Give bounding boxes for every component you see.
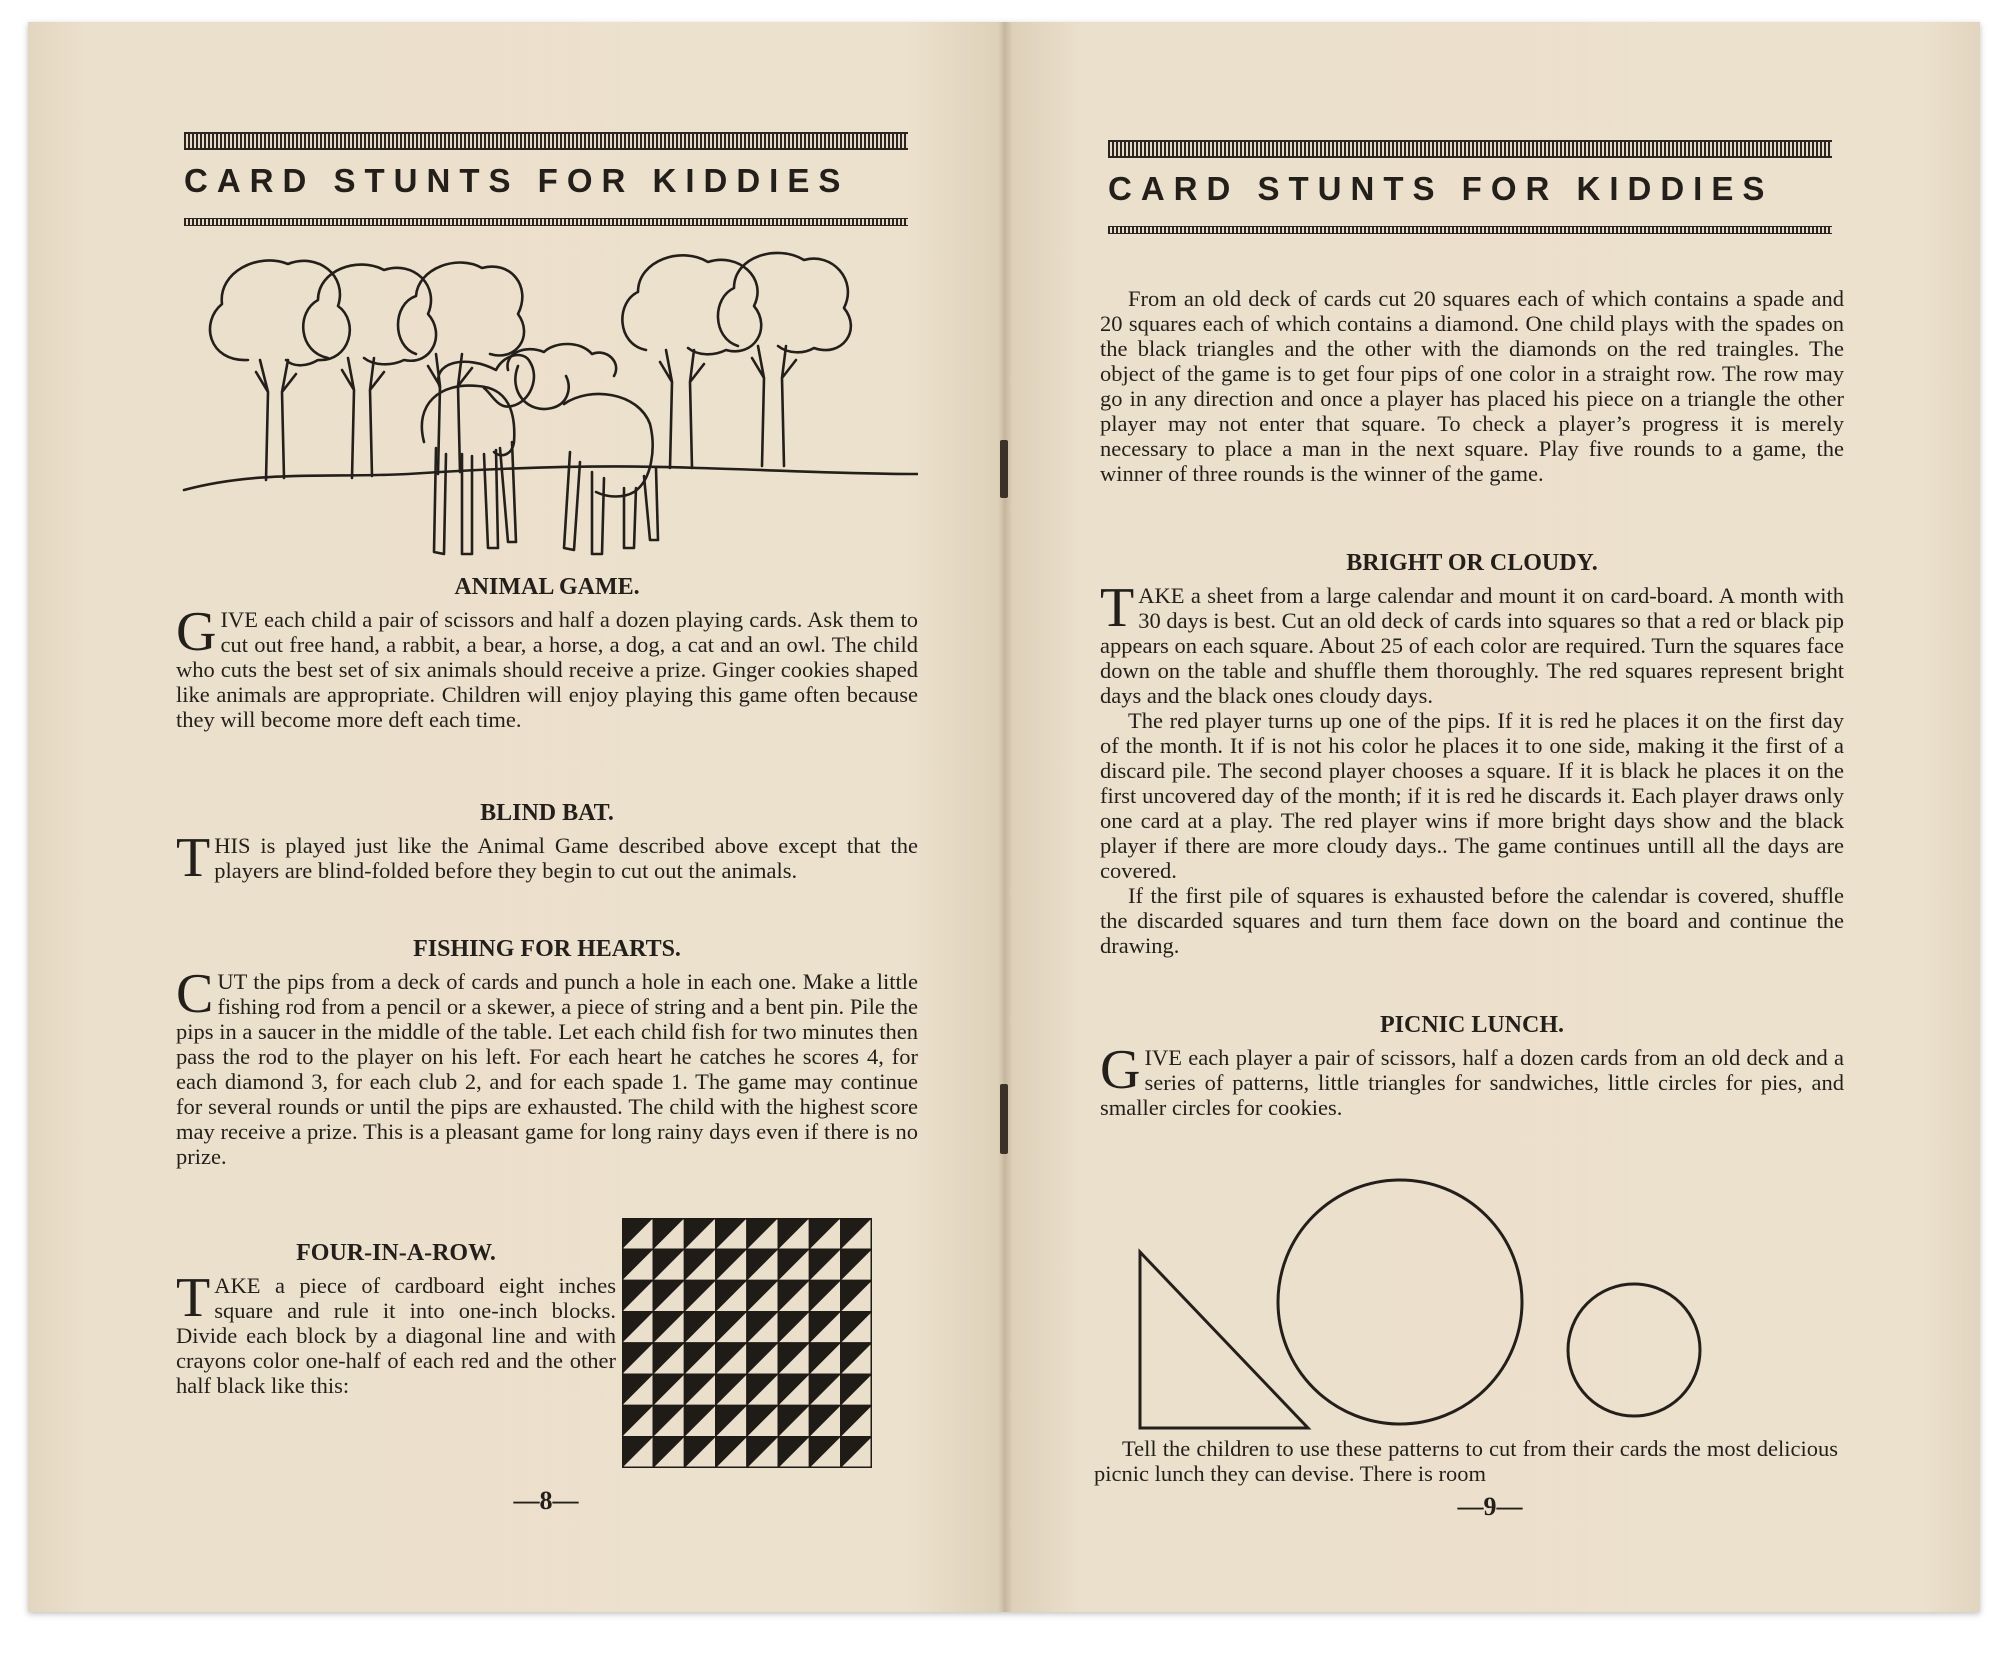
cookie-circle-pattern bbox=[1568, 1284, 1700, 1416]
section-heading: BLIND BAT. bbox=[480, 800, 614, 826]
left-running-header bbox=[184, 132, 908, 226]
paragraph-text: AKE a sheet from a large calendar and mount it on card-board. A month with 30 days is best. Cut an old deck of cards into squares so that a red or black pip appears on each square. About 25 of each color are required. Turn the squares face down on the table and shuffle them thoroughly. The red squares represent bright days and the black ones cloudy days. bbox=[1100, 583, 1844, 708]
paragraph-text: IVE each player a pair of scissors, half a dozen cards from an old deck and a series of patterns, little triangles for sandwiches, little circles for pies, and smaller circles for cookies. bbox=[1100, 1045, 1844, 1120]
staple-top bbox=[1000, 440, 1008, 498]
fishing-for-hearts-section bbox=[176, 936, 918, 1169]
section-paragraph bbox=[1100, 1039, 1844, 1120]
section-heading: BRIGHT OR CLOUDY. bbox=[1346, 550, 1598, 576]
header-rule-top bbox=[184, 132, 908, 150]
header-rule-top bbox=[1108, 140, 1832, 158]
left-page bbox=[28, 22, 1004, 1612]
bright-or-cloudy-section bbox=[1100, 550, 1844, 958]
binding-gutter bbox=[998, 22, 1012, 1612]
paragraph-text: HIS is played just like the Animal Game described above except that the players are blind-folded before they begin to cut out the animals. bbox=[214, 833, 918, 883]
header-rule-bottom bbox=[1108, 226, 1832, 234]
section-paragraph bbox=[176, 963, 918, 1169]
drop-cap: T bbox=[176, 827, 211, 889]
section-heading: ANIMAL GAME. bbox=[454, 574, 640, 600]
paragraph-text: The red player turns up one of the pips. If it is red he places it on the first day of the month. It if is not his color he places it to one side, making it the first of a discard pile. The second player chooses a square. If it is black he places it on the first uncovered day of the month; if it is red he discards it. Each player draws only one card at a play. The red player wins if more bright days show and the black player if there are more cloudy days.. The game continues untill all the days are covered. bbox=[1100, 708, 1844, 883]
four-in-a-row-continued bbox=[1100, 286, 1844, 486]
drop-cap: T bbox=[176, 1267, 211, 1329]
paragraph-text: From an old deck of cards cut 20 squares each of which contains a spade and 20 squares each of which contains a diamond. One child plays with the spades on the black triangles and the other with the diamonds on the red traingles. The object of the game is to get four pips of one color in a straight row. The row may go in any direction and once a player has placed his piece on a triangle the other player may not enter that square. To check a player’s progress it is merely necessary to place a man in the next square. Play five rounds to a game, the winner of three rounds is the winner of the game. bbox=[1100, 286, 1844, 486]
running-title: CARD STUNTS FOR KIDDIES bbox=[1108, 170, 1774, 207]
running-title: CARD STUNTS FOR KIDDIES bbox=[184, 162, 850, 199]
section-paragraph bbox=[176, 601, 918, 732]
triangle-checkerboard-diagram bbox=[622, 1218, 872, 1468]
paragraph-text: IVE each child a pair of scissors and half a dozen playing cards. Ask them to cut out free hand, a rabbit, a bear, a horse, a dog, a cat and an owl. The child who cuts the best set of six animals should receive a prize. Ginger cookies shaped like animals are appropriate. Children will enjoy playing this game often because they will become more deft each time. bbox=[176, 607, 918, 732]
right-running-header bbox=[1108, 140, 1832, 234]
four-in-a-row-section bbox=[176, 1240, 616, 1398]
blind-bat-section bbox=[176, 800, 918, 889]
booklet-spread bbox=[28, 22, 1980, 1612]
section-paragraph bbox=[176, 827, 918, 889]
drop-cap: G bbox=[176, 601, 217, 663]
section-heading: FOUR-IN-A-ROW. bbox=[296, 1240, 496, 1266]
trees-and-lambs-illustration bbox=[178, 242, 918, 572]
picnic-lunch-section bbox=[1100, 1012, 1844, 1120]
drop-cap: T bbox=[1100, 577, 1135, 639]
paragraph-text: Tell the children to use these patterns to cut from their cards the most delicious picnic lunch they can devise. There is room bbox=[1094, 1436, 1838, 1486]
animal-game-section bbox=[176, 574, 918, 732]
paragraph-text: UT the pips from a deck of cards and punch a hole in each one. Make a little fishing rod from a pencil or a skewer, a piece of string and a bent pin. Pile the pips in a saucer in the middle of the table. Let each child fish for two minutes then pass the rod to the player on his left. For each heart he catches he scores 4, for each diamond 3, for each club 2, and for each spade 1. The game may continue for several rounds or until the pips are exhausted. The child with the highest score may receive a prize. This is a pleasant game for long rainy days even if there is no prize. bbox=[176, 969, 918, 1169]
drop-cap: C bbox=[176, 963, 214, 1025]
right-page bbox=[1004, 22, 1980, 1612]
section-paragraph bbox=[176, 1267, 616, 1398]
page-number: —8— bbox=[513, 1486, 579, 1515]
pattern-shapes-diagram bbox=[1124, 1152, 1824, 1442]
pie-circle-pattern bbox=[1278, 1180, 1522, 1424]
section-paragraph bbox=[1100, 577, 1844, 708]
picnic-lunch-closing bbox=[1094, 1436, 1838, 1486]
section-heading: FISHING FOR HEARTS. bbox=[413, 936, 681, 962]
paragraph-text: AKE a piece of cardboard eight inches square and rule it into one-inch blocks. Divide each block by a diagonal line and with crayons color one-half of each red and the other half black like this: bbox=[176, 1273, 616, 1398]
page-number: —9— bbox=[1457, 1492, 1523, 1521]
drop-cap: G bbox=[1100, 1039, 1141, 1101]
paragraph-text: If the first pile of squares is exhausted before the calendar is covered, shuffle the discarded squares and turn them face down on the board and continue the drawing. bbox=[1100, 883, 1844, 958]
section-heading: PICNIC LUNCH. bbox=[1379, 1012, 1564, 1038]
staple-bottom bbox=[1000, 1084, 1008, 1154]
header-rule-bottom bbox=[184, 218, 908, 226]
